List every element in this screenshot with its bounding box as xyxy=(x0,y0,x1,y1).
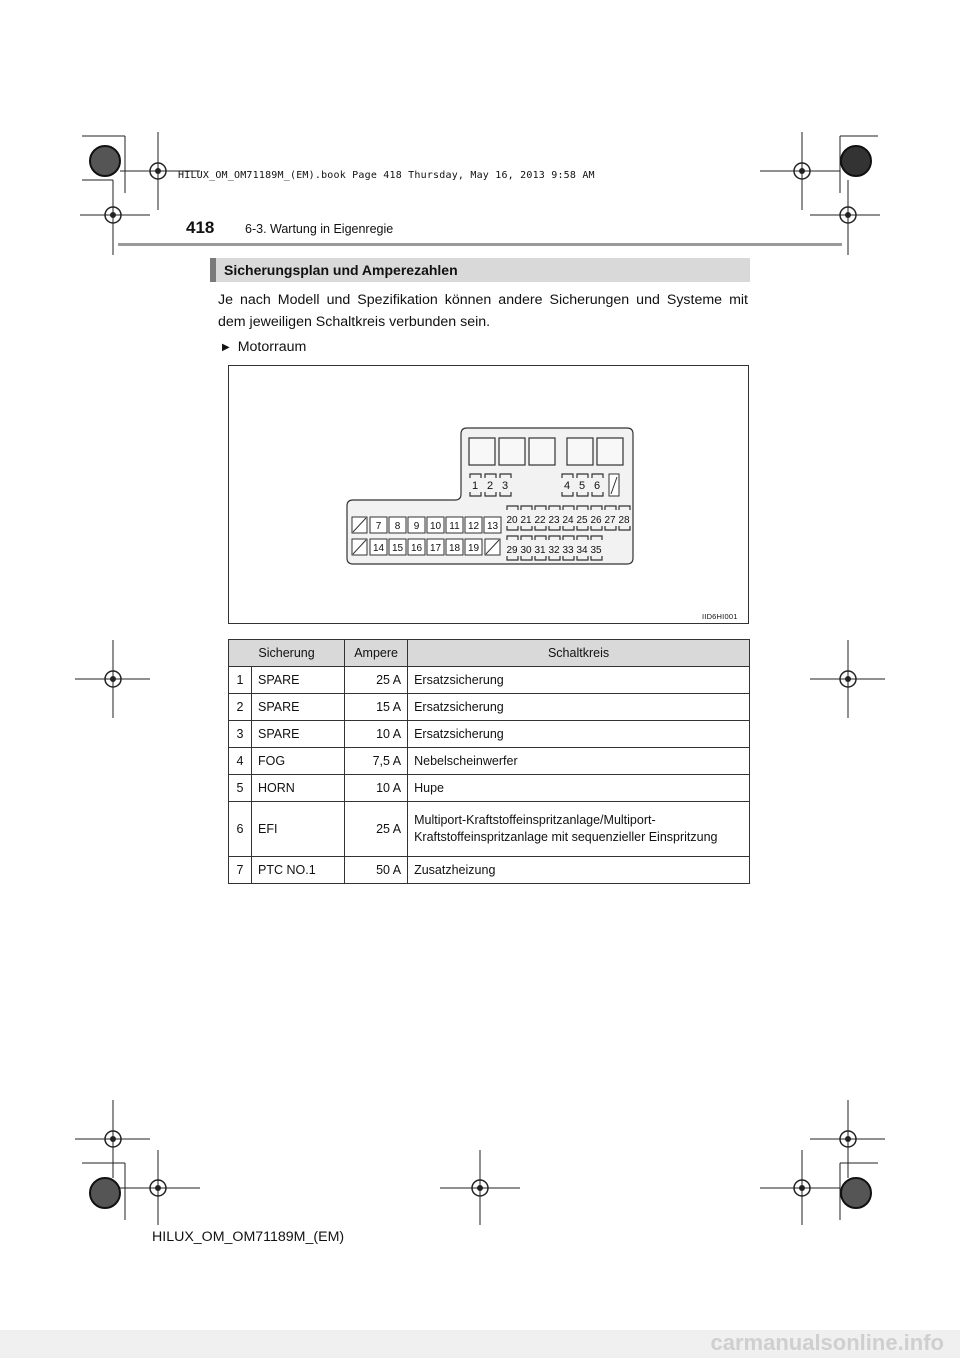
fuse-label-2: 2 xyxy=(486,480,494,492)
fuse-label-25: 25 xyxy=(576,515,588,526)
fuse-name: SPARE xyxy=(252,667,345,694)
fuse-label-23: 23 xyxy=(548,515,560,526)
fuse-label-11: 11 xyxy=(449,521,460,532)
fuse-ampere: 10 A xyxy=(345,775,408,802)
fuse-label-17: 17 xyxy=(429,543,442,554)
table-row xyxy=(229,721,750,748)
fuse-ampere: 10 A xyxy=(345,721,408,748)
fuse-label-9: 9 xyxy=(413,521,420,532)
fuse-label-30: 30 xyxy=(520,545,532,556)
table-row xyxy=(229,748,750,775)
fuse-label-28: 28 xyxy=(618,515,630,526)
fuse-label-15: 15 xyxy=(391,543,404,554)
fuse-circuit: Nebelscheinwerfer xyxy=(408,748,750,775)
fuse-label-16: 16 xyxy=(410,543,423,554)
fuse-table xyxy=(228,639,750,884)
bullet-item xyxy=(222,339,306,355)
fuse-label-14: 14 xyxy=(372,543,385,554)
fuse-name: FOG xyxy=(252,748,345,775)
header-circuit: Schaltkreis xyxy=(408,640,750,667)
watermark-text: carmanualsonline.info xyxy=(710,1330,944,1355)
table-row xyxy=(229,775,750,802)
intro-paragraph: Je nach Modell und Spezifikation können andere Sicherungen und Systeme mit dem jeweiligen Schaltkreis verbunden sein. xyxy=(218,292,748,330)
fuse-label-26: 26 xyxy=(590,515,602,526)
fuse-name: PTC NO.1 xyxy=(252,857,345,884)
fuse-name: SPARE xyxy=(252,721,345,748)
fuse-circuit: Ersatzsicherung xyxy=(408,667,750,694)
fuse-label-3: 3 xyxy=(501,480,509,492)
heading-title: Sicherungsplan und Amperezahlen xyxy=(224,262,458,278)
header-rule xyxy=(118,243,842,246)
book-header: HILUX_OM_OM71189M_(EM).book Page 418 Thursday, May 16, 2013 9:58 AM xyxy=(178,170,595,181)
fuse-name: EFI xyxy=(252,802,345,857)
fuse-label-34: 34 xyxy=(576,545,588,556)
section-title: 6-3. Wartung in Eigenregie xyxy=(245,222,394,236)
fuse-label-18: 18 xyxy=(448,543,461,554)
triangle-bullet-icon: ▶ xyxy=(222,342,230,353)
fuse-label-4: 4 xyxy=(563,480,571,492)
fuse-label-1: 1 xyxy=(471,480,479,492)
fuse-ampere: 50 A xyxy=(345,857,408,884)
table-row xyxy=(229,802,750,857)
fuse-label-19: 19 xyxy=(467,543,480,554)
fuse-label-5: 5 xyxy=(578,480,586,492)
relay-block xyxy=(529,438,555,465)
footer-code: HILUX_OM_OM71189M_(EM) xyxy=(152,1229,345,1245)
relay-block xyxy=(567,438,593,465)
fuse-label-12: 12 xyxy=(467,521,480,532)
fuse-label-6: 6 xyxy=(593,480,601,492)
fuse-ampere: 25 A xyxy=(345,667,408,694)
fuse-circuit: Hupe xyxy=(408,775,750,802)
fuse-number: 3 xyxy=(229,721,252,748)
fuse-ampere: 15 A xyxy=(345,694,408,721)
fuse-label-7: 7 xyxy=(375,521,382,532)
bullet-label: Motorraum xyxy=(237,339,307,355)
fuse-label-31: 31 xyxy=(534,545,546,556)
fuse-number: 5 xyxy=(229,775,252,802)
fuse-ampere: 7,5 A xyxy=(345,748,408,775)
header-fuse: Sicherung xyxy=(229,640,345,667)
fuse-label-24: 24 xyxy=(562,515,574,526)
fuse-label-22: 22 xyxy=(534,515,546,526)
fuse-label-33: 33 xyxy=(562,545,574,556)
fuse-circuit: Zusatzheizung xyxy=(408,857,750,884)
table-header-row xyxy=(229,640,750,667)
image-code: IID6HI001 xyxy=(702,612,738,621)
fuse-label-21: 21 xyxy=(520,515,532,526)
fuse-number: 4 xyxy=(229,748,252,775)
relay-block xyxy=(469,438,495,465)
fuse-circuit: Ersatzsicherung xyxy=(408,694,750,721)
heading-accent xyxy=(210,258,216,282)
fuse-label-13: 13 xyxy=(486,521,499,532)
fuse-box-svg xyxy=(229,366,748,623)
fuse-label-20: 20 xyxy=(506,515,518,526)
relay-block xyxy=(499,438,525,465)
relay-block xyxy=(597,438,623,465)
fuse-box-diagram xyxy=(228,365,749,624)
fuse-label-35: 35 xyxy=(590,545,602,556)
fuse-number: 2 xyxy=(229,694,252,721)
table-row xyxy=(229,694,750,721)
header-ampere: Ampere xyxy=(345,640,408,667)
fuse-number: 7 xyxy=(229,857,252,884)
fuse-number: 1 xyxy=(229,667,252,694)
fuse-label-8: 8 xyxy=(394,521,401,532)
fuse-circuit: Multiport-Kraftstoffeinspritzanlage/Multiport-Kraftstoffeinspritzanlage mit sequenzieller Einspritzung xyxy=(408,802,750,857)
fuse-number: 6 xyxy=(229,802,252,857)
fuse-label-29: 29 xyxy=(506,545,518,556)
fuse-circuit: Ersatzsicherung xyxy=(408,721,750,748)
fuse-label-27: 27 xyxy=(604,515,616,526)
page-number: 418 xyxy=(186,218,215,237)
fuse-label-32: 32 xyxy=(548,545,560,556)
table-row xyxy=(229,857,750,884)
fuse-name: SPARE xyxy=(252,694,345,721)
fuse-name: HORN xyxy=(252,775,345,802)
table-row xyxy=(229,667,750,694)
fuse-ampere: 25 A xyxy=(345,802,408,857)
fuse-label-10: 10 xyxy=(429,521,442,532)
